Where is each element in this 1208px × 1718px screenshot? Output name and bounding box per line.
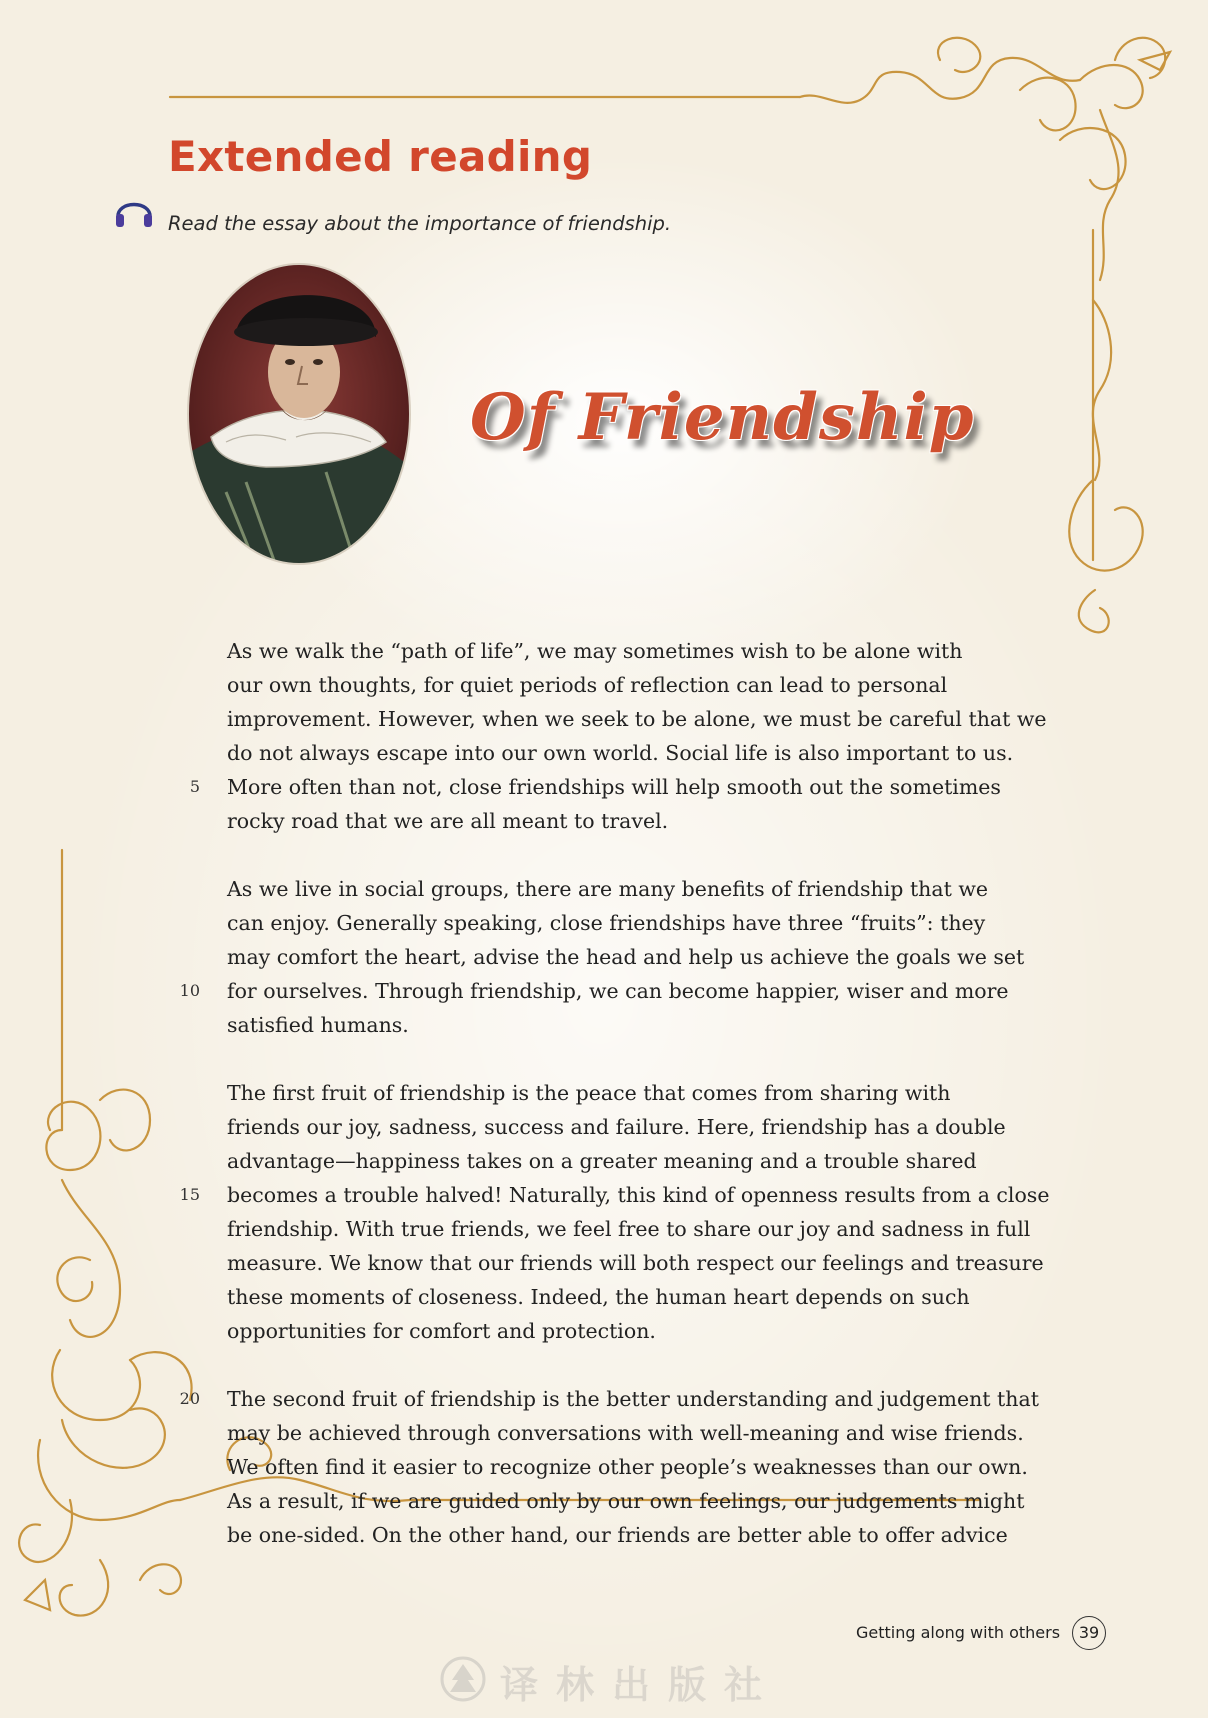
line-text: More often than not, close friendships will help smooth out the sometimes <box>227 775 1001 799</box>
essay-line <box>0 1450 1208 1484</box>
publisher-logo-icon <box>440 1656 486 1702</box>
essay-paragraph <box>0 634 1208 838</box>
essay-line <box>0 634 1208 668</box>
line-text: We often find it easier to recognize other people’s weaknesses than our own. <box>227 1455 1028 1479</box>
line-text: these moments of closeness. Indeed, the human heart depends on such <box>227 1285 970 1309</box>
essay-line <box>0 940 1208 974</box>
essay-paragraph <box>0 1382 1208 1552</box>
essay-line <box>0 1314 1208 1348</box>
line-text: may be achieved through conversations with well-meaning and wise friends. <box>227 1421 1024 1445</box>
line-text: satisfied humans. <box>227 1013 409 1037</box>
essay-line <box>0 1484 1208 1518</box>
line-text: be one-sided. On the other hand, our friends are better able to offer advice <box>227 1523 1008 1547</box>
line-text: friends our joy, sadness, success and failure. Here, friendship has a double <box>227 1115 1006 1139</box>
line-number: 20 <box>179 1389 200 1408</box>
line-text: advantage—happiness takes on a greater meaning and a trouble shared <box>227 1149 977 1173</box>
essay-line <box>0 1144 1208 1178</box>
essay-line <box>0 1246 1208 1280</box>
reading-instruction: Read the essay about the importance of friendship. <box>168 212 672 235</box>
author-portrait <box>186 262 412 566</box>
line-text: for ourselves. Through friendship, we can become happier, wiser and more <box>227 979 1009 1003</box>
page-number: 39 <box>1072 1616 1106 1650</box>
essay-body <box>0 634 1208 1586</box>
line-text: measure. We know that our friends will both respect our feelings and treasure <box>227 1251 1044 1275</box>
line-text: may comfort the heart, advise the head and help us achieve the goals we set <box>227 945 1025 969</box>
line-text: The first fruit of friendship is the peace that comes from sharing with <box>227 1081 951 1105</box>
line-text: friendship. With true friends, we feel free to share our joy and sadness in full <box>227 1217 1031 1241</box>
essay-line <box>0 872 1208 906</box>
essay-line <box>0 1280 1208 1314</box>
essay-line <box>0 770 1208 804</box>
line-text: The second fruit of friendship is the better understanding and judgement that <box>227 1387 1039 1411</box>
essay-line <box>0 1008 1208 1042</box>
essay-paragraph <box>0 872 1208 1042</box>
essay-line <box>0 1076 1208 1110</box>
essay-line <box>0 804 1208 838</box>
line-number: 15 <box>179 1185 200 1204</box>
line-text: As a result, if we are guided only by our own feelings, our judgements might <box>227 1489 1025 1513</box>
line-text: our own thoughts, for quiet periods of reflection can lead to personal <box>227 673 948 697</box>
line-text: can enjoy. Generally speaking, close friendships have three “fruits”: they <box>227 911 986 935</box>
publisher-watermark: 译林出版社 <box>500 1663 781 1707</box>
essay-line <box>0 974 1208 1008</box>
essay-line <box>0 906 1208 940</box>
line-text: opportunities for comfort and protection. <box>227 1319 656 1343</box>
essay-line <box>0 702 1208 736</box>
line-text: improvement. However, when we seek to be alone, we must be careful that we <box>227 707 1047 731</box>
essay-line <box>0 1212 1208 1246</box>
section-title: Extended reading <box>168 132 593 181</box>
essay-line <box>0 1518 1208 1552</box>
line-text: do not always escape into our own world. Social life is also important to us. <box>227 741 1014 765</box>
essay-paragraph <box>0 1076 1208 1348</box>
line-text: rocky road that we are all meant to travel. <box>227 809 669 833</box>
essay-line <box>0 1416 1208 1450</box>
line-number: 10 <box>179 981 200 1000</box>
line-number: 5 <box>189 777 200 796</box>
headphones-icon[interactable] <box>112 190 156 230</box>
essay-line <box>0 736 1208 770</box>
line-text: As we walk the “path of life”, we may sometimes wish to be alone with <box>227 639 963 663</box>
essay-title: Of Friendship <box>470 380 975 455</box>
line-text: As we live in social groups, there are many benefits of friendship that we <box>227 877 989 901</box>
essay-line <box>0 668 1208 702</box>
chapter-title: Getting along with others <box>856 1623 1061 1642</box>
line-text: becomes a trouble halved! Naturally, this kind of openness results from a close <box>227 1183 1050 1207</box>
essay-line <box>0 1178 1208 1212</box>
essay-line <box>0 1382 1208 1416</box>
essay-line <box>0 1110 1208 1144</box>
